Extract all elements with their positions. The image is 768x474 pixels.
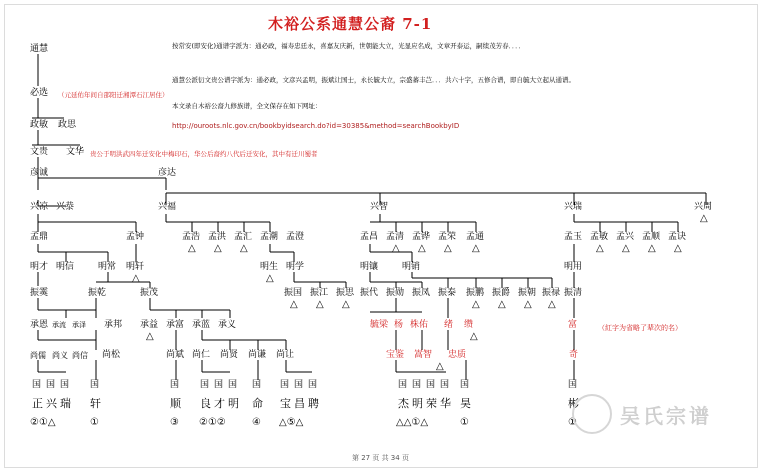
marker-menghui: △: [240, 243, 248, 254]
person-chengyi2: 承义: [218, 320, 237, 330]
marker-menghong: △: [214, 243, 222, 254]
person-mengchao: 孟潮: [260, 232, 279, 242]
person-fu-red: 富: [568, 320, 578, 330]
person-zhenqing: 振清: [564, 288, 583, 298]
guo-11: 国: [294, 380, 304, 390]
guo-7: 国: [214, 380, 224, 390]
name-cai: 才: [214, 397, 225, 410]
name-rui: 瑞: [60, 397, 71, 410]
marker-menghao: △: [188, 243, 196, 254]
name-zheng: 正: [32, 397, 43, 410]
name-shun: 顺: [170, 397, 181, 410]
person-mingcai: 明才: [30, 262, 49, 272]
guo-18: 国: [568, 380, 578, 390]
person-chengbang: 承邦: [104, 320, 123, 330]
person-zhenxun: 振勋: [386, 288, 405, 298]
person-shangsong: 尚松: [102, 350, 121, 360]
guo-3: 国: [60, 380, 70, 390]
person-chenglan: 承蓝: [192, 320, 211, 330]
guo-14: 国: [412, 380, 422, 390]
guo-2: 国: [46, 380, 56, 390]
person-shangru: 尚儒: [30, 351, 46, 360]
marker-zuan: △: [470, 331, 478, 342]
guo-13: 国: [398, 380, 408, 390]
person-shangxian: 尚贤: [220, 350, 239, 360]
person-xingzhou: 兴周: [694, 202, 713, 212]
person-zhenpeng: 振鹏: [466, 288, 485, 298]
person-mengding: 孟鼎: [30, 232, 49, 242]
person-wengui: 文贵: [30, 147, 49, 157]
marker-mengtong: △: [472, 243, 480, 254]
rank-marks-1: ②①△: [30, 417, 56, 428]
name-hua: 华: [440, 397, 451, 410]
rank-marks-6: △⑤△: [279, 417, 304, 428]
person-xingfu: 兴福: [158, 202, 177, 212]
person-mengyu: 孟玉: [564, 232, 583, 242]
person-shangyu: 尚斌: [166, 350, 185, 360]
name-ming2: 命: [252, 397, 263, 410]
person-zhenjiang: 振江: [310, 288, 329, 298]
person-menghua: 孟铧: [412, 232, 431, 242]
person-mengjue: 孟诀: [668, 232, 687, 242]
person-chengyi: 承益: [140, 320, 159, 330]
marker-zhenlu: △: [548, 299, 556, 310]
person-shanglian: 尚谦: [248, 350, 267, 360]
person-xingyu: 兴㳟: [56, 202, 75, 212]
marker-zhenpeng: △: [472, 299, 480, 310]
person-mingxiao: 明销: [402, 262, 421, 272]
guo-16: 国: [440, 380, 450, 390]
person-mengrong: 孟荣: [438, 232, 457, 242]
marker-mengrong: △: [444, 243, 452, 254]
name-jie: 杰: [398, 397, 409, 410]
note-line-1: 按常安(即安化)通谱字派为：通必政，福寿忠廷永，喜嘉友庆新，世朝能大立，光显应名成，文章开泰运，嗣续茂芳春．．．．: [172, 42, 525, 50]
person-xingzhi: 兴智: [370, 202, 389, 212]
marker-zhensi: △: [342, 299, 350, 310]
guo-6: 国: [200, 380, 210, 390]
person-mingxuan: 明轩: [126, 262, 145, 272]
person-zhuyou: 株佑: [410, 320, 429, 330]
source-url-link[interactable]: http://ouroots.nlc.gov.cn/bookbyidsearch.do?id=30385&method=searchBookbyID: [172, 122, 460, 130]
marker-zhenguo: △: [290, 299, 298, 310]
rank-marks-8: ①: [460, 417, 469, 428]
guo-9: 国: [252, 380, 262, 390]
person-zhenfeng: 振凤: [412, 288, 431, 298]
wenhua-annotation: 贵公于明洪武四年迁安化中梅印石，华公后裔约八代后迁安化，其中有迁川蜀者: [90, 150, 318, 158]
person-chengen: 承恩: [30, 320, 49, 330]
name-ming3: 明: [412, 397, 423, 410]
person-xu: 绪: [444, 320, 454, 330]
person-zhendai: 振代: [360, 288, 379, 298]
watermark-seal-icon: [572, 394, 612, 434]
person-shangren: 尚仁: [192, 350, 211, 360]
person-menghong: 孟洪: [208, 232, 227, 242]
person-bixuan: 必选: [30, 88, 49, 98]
person-mengcheng: 孟澄: [286, 232, 305, 242]
page-title: 木裕公系通慧公裔 7-1: [268, 15, 433, 33]
person-mingxue: 明学: [286, 262, 305, 272]
name-liang: 良: [200, 397, 211, 410]
guo-12: 国: [308, 380, 318, 390]
person-zuan: 缵: [464, 320, 474, 330]
person-mingchang: 明常: [98, 262, 117, 272]
person-zhenguo: 振国: [284, 288, 303, 298]
name-ming: 明: [228, 397, 239, 410]
marker-mengqing: △: [392, 243, 400, 254]
name-chang: 昌: [294, 397, 305, 410]
rank-marks-5: ④: [252, 417, 261, 428]
name-pin: 聘: [308, 397, 319, 410]
person-menghui: 孟汇: [234, 232, 253, 242]
person-yanda: 彦达: [158, 168, 177, 178]
person-mengchang: 孟昌: [360, 232, 379, 242]
guo-4: 国: [90, 380, 100, 390]
person-mengtong: 孟通: [466, 232, 485, 242]
person-zhenjue: 振爵: [492, 288, 511, 298]
person-shangshi: 尚让: [276, 350, 295, 360]
person-chengliu: 承流: [52, 321, 66, 329]
guo-17: 国: [460, 380, 470, 390]
guo-5: 国: [170, 380, 180, 390]
person-zhensi: 振思: [336, 288, 355, 298]
name-xing: 兴: [46, 397, 57, 410]
person-mingrang: 明镶: [360, 262, 379, 272]
person-zhenxia: 振霙: [30, 288, 49, 298]
person-zhenqian: 振乾: [88, 288, 107, 298]
guo-8: 国: [228, 380, 238, 390]
person-mingsheng: 明生: [260, 262, 279, 272]
person-shangyi: 尚义: [52, 351, 68, 360]
person-shangxin: 尚信: [72, 351, 88, 360]
guo-10: 国: [280, 380, 290, 390]
marker-mengxing: △: [622, 243, 630, 254]
marker-zhenjue: △: [498, 299, 506, 310]
person-wenhua: 文华: [66, 147, 85, 157]
person-zhenchao: 振朝: [518, 288, 537, 298]
marker-chengyi: △: [146, 331, 154, 342]
person-mengshun: 孟顺: [642, 232, 661, 242]
person-zhentai: 振泰: [438, 288, 457, 298]
watermark: [572, 392, 742, 436]
person-xingrui: 兴瑞: [564, 202, 583, 212]
person-mengmin: 孟敏: [590, 232, 609, 242]
marker-gaozhi: △: [436, 361, 444, 372]
name-xuan: 轩: [90, 397, 101, 410]
marker-mingxuan: △: [132, 273, 140, 284]
note-line-3: 本文录自木裕公裔九修族谱，全文保存在如下网址：: [172, 102, 322, 110]
name-hao: 昊: [460, 397, 471, 410]
person-menghao: 孟浩: [182, 232, 201, 242]
person-gaozhi: 嵩智: [414, 350, 433, 360]
marker-zhenchao: △: [524, 299, 532, 310]
person-mingyong: 明用: [564, 262, 583, 272]
guo-1: 国: [32, 380, 42, 390]
rank-marks-7: △△①△: [396, 417, 429, 428]
watermark-text: 吴氏宗谱: [620, 403, 712, 428]
person-mengqing: 孟清: [386, 232, 405, 242]
person-mengzhong: 孟钟: [126, 232, 145, 242]
person-zhengsi: 政思: [58, 120, 77, 130]
marker-menghua: △: [418, 243, 426, 254]
page-footer: 第 27 页 共 34 页: [352, 454, 409, 462]
person-yang: 杨: [394, 320, 404, 330]
person-zhongzhi: 忠质: [448, 350, 467, 360]
marker-mengmin: △: [596, 243, 604, 254]
marker-mengshun: △: [648, 243, 656, 254]
person-yuliang: 毓梁: [370, 320, 389, 330]
marker-mingsheng: △: [266, 273, 274, 284]
person-baojian: 宝鉴: [386, 350, 405, 360]
person-zhenmao: 振茂: [140, 288, 159, 298]
person-tonghui: 通慧: [30, 44, 49, 54]
bixuan-annotation: （元延佑年间自邵阳迁湘潭石江居住）: [58, 91, 169, 99]
rank-marks-2: ①: [90, 417, 99, 428]
person-chengze: 承泽: [72, 321, 86, 329]
name-rong: 荣: [426, 397, 437, 410]
guo-15: 国: [426, 380, 436, 390]
rank-marks-9: ①: [568, 417, 577, 428]
person-mingxin: 明信: [56, 262, 75, 272]
person-mengxing: 孟兴: [616, 232, 635, 242]
person-qi: 奇: [569, 350, 579, 360]
marker-mengjue: △: [674, 243, 682, 254]
person-xingliang: 兴凉: [30, 202, 49, 212]
marker-xingzhou: △: [700, 213, 708, 224]
red-hint-annotation: （紅字为省略了辈次的名）: [598, 324, 682, 332]
person-zhengmin: 政敏: [30, 120, 49, 130]
person-yancheng: 彦诚: [30, 168, 49, 178]
name-bao: 宝: [280, 397, 291, 410]
rank-marks-4: ②①②: [199, 417, 226, 428]
note-line-2: 通慧公派衍文贵公谱字派为：通必政，文彦兴孟明，振斌让国士，永长毓大立，宗盛蕃丰芑．．．共六十字，五修合谱，即自毓大立起从通谱。: [172, 76, 575, 84]
rank-marks-3: ③: [170, 417, 179, 428]
person-zhenlu: 振禄: [542, 288, 561, 298]
marker-zhenjiang: △: [316, 299, 324, 310]
name-bin: 彬: [568, 397, 579, 410]
person-chengfu: 承富: [166, 320, 185, 330]
